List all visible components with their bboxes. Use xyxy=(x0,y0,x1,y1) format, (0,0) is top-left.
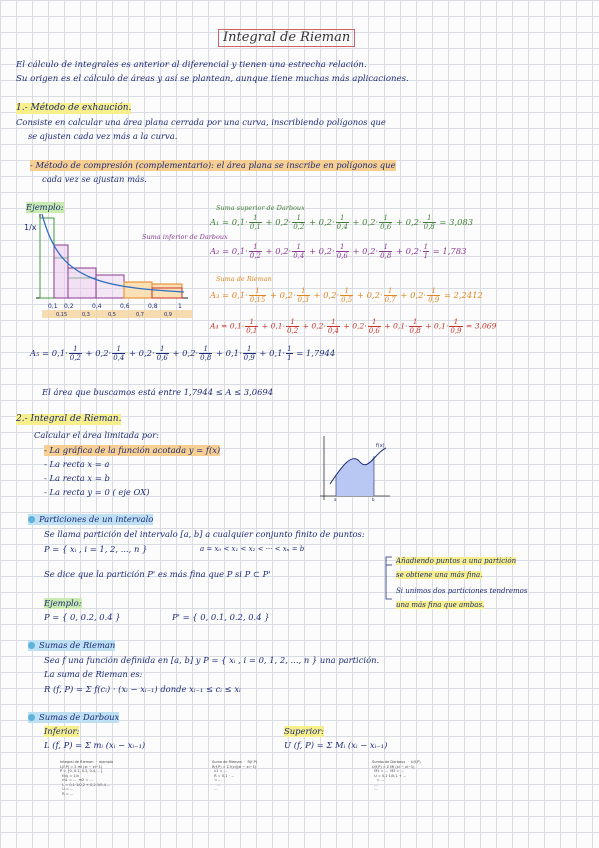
sumas-rieman-title-text: Sumas de Rieman xyxy=(39,640,116,650)
a5-equation: A₅ = 0,1· $\frac{1}{0,2}$ + 0,2· $\frac{1}{0,4}$ + 0,2· $\frac{1}{0,6}$ + 0,2· $\frac{1}{0,8}$ + 0,1· $\frac{1}{0,9}$ + 0,1· $\frac{1}{1}$ = 1,7944 xyxy=(30,345,336,362)
superior-label: Superior: xyxy=(284,726,324,736)
particion-def-2: P = { xᵢ , i = 1, 2, ..., n } xyxy=(44,544,148,554)
page-title-text: Integral de Rieman xyxy=(223,30,351,45)
x-tick: 0,6 xyxy=(120,303,130,310)
mid-tick: 0,3 xyxy=(82,312,90,318)
intro-line-1: El cálculo de integrales es anterior al diferencial y tienen una estrecha relación. xyxy=(16,60,367,70)
bullet-icon xyxy=(28,714,35,721)
note-fina-2 xyxy=(396,570,482,581)
a4-equation: A₄ = 0,1· $\frac{1}{0,1}$ + 0,1· $\frac{1}{0,2}$ + 0,2· $\frac{1}{0,4}$ + 0,2· $\frac{1}{0,6}$ + 0,1· $\frac{1}{0,8}$ + 0,1· $\frac{1}{0,9}$ = 3,069 xyxy=(210,318,497,335)
sup-darboux-label: Suma superior de Darboux xyxy=(216,204,305,212)
sumas-rieman-formula: R (f, P) = Σ f(cᵢ) · (xᵢ − xᵢ₋₁) donde xᵢ₋₁ ≤ cᵢ ≤ xᵢ xyxy=(44,684,241,694)
bound-item-3: - La recta x = b xyxy=(44,473,110,483)
thumbnail-note-1: Integral de Rieman · ejemplo L(f,P) = Σ mi (xi − xi−1) P = {0, 0.1, 0.2, 0.4, ...} f(x) = 1/x m1 = ... m2 = ... L = 0,1·1/0,2 + 0,2·1/0,4 ... U = ... R = ... xyxy=(60,760,114,796)
a2-equation: A₂ = 0,1· $\frac{1}{0,2}$ + 0,2· $\frac{1}{0,4}$ + 0,2· $\frac{1}{0,6}$ + 0,2· $\frac{1}{0,8}$ + 0,2· $\frac{1}{1}$ = 1,783 xyxy=(210,243,467,260)
inf-darboux-label: Suma inferior de Darboux xyxy=(142,233,228,241)
riemann-rectangles-graph xyxy=(22,212,192,322)
bound-item-4: - La recta y = 0 ( eje OX) xyxy=(44,487,150,497)
x-tick-labels xyxy=(48,303,182,310)
sumas-darboux-title-text: Sumas de Darboux xyxy=(39,712,120,722)
bracket-icon xyxy=(380,555,394,601)
x-tick: 0,8 xyxy=(148,303,158,310)
graph-b-label: b xyxy=(372,497,375,502)
note2b-text: una más fina que ambas. xyxy=(396,601,485,609)
area-conclusion xyxy=(42,387,273,398)
a1-result: = 3,083 xyxy=(439,217,474,227)
thumbnail-note-3: Sumas de Darboux · U(f,P) U(f,P) = Σ Mi (xi − xi−1) M1 = ... M2 = ... U = 0,1·1/0,1 + ... = ... ... ... xyxy=(372,760,421,791)
note-fina-1 xyxy=(396,556,516,567)
particiones-title xyxy=(28,514,153,525)
a5-prefix: A₅ = 0,1· xyxy=(30,348,68,358)
example-partition-p: P = { 0, 0.2, 0.4 } xyxy=(44,612,121,622)
page-title xyxy=(218,29,355,47)
a3-equation: A₃ = 0,1· $\frac{1}{0,15}$ + 0,2· $\frac{1}{0,3}$ + 0,2· $\frac{1}{0,5}$ + 0,2· $\frac{1}{0,7}$ + 0,2· $\frac{1}{0,9}$ = 2,2412 xyxy=(210,287,483,304)
section1-heading: 1.- Método de exhaución. xyxy=(16,103,132,113)
a3-prefix: A₃ = 0,1· xyxy=(210,290,248,300)
method-compresion-1: - Método de compresión (complementario): el área plana se inscribe en polígonos que xyxy=(30,160,396,170)
superior-formula: U (f, P) = Σ Mᵢ (xᵢ − xᵢ₋₁) xyxy=(284,740,388,750)
sumas-rieman-def-1: Sea f una función definida en [a, b] y P = { xᵢ , i = 0, 1, 2, ..., n } una partición. xyxy=(44,655,380,665)
sumas-darboux-title xyxy=(28,712,119,723)
particion-def-1: Se llama partición del intervalo [a, b] a cualquier conjunto finito de puntos: xyxy=(44,529,365,539)
mid-tick: 0,15 xyxy=(56,312,68,318)
example-partition-p-prime: P' = { 0, 0.1, 0.2, 0.4 } xyxy=(172,612,270,622)
note-union-1 xyxy=(396,586,527,597)
a4-prefix: A₄ = 0,1· xyxy=(210,321,245,331)
inferior-label: Inferior: xyxy=(44,726,80,736)
area-conclusion-text: El área que buscamos está entre 1,7944 ≤ A ≤ 3,0694 xyxy=(42,387,274,397)
inferior-formula: L (f, P) = Σ mᵢ (xᵢ − xᵢ₋₁) xyxy=(44,740,146,750)
a5-result: = 1,7944 xyxy=(296,348,336,358)
a2-result: = 1,783 xyxy=(432,246,467,256)
section1-desc-2: se ajusten cada vez más a la curva. xyxy=(28,131,178,141)
a2-prefix: A₂ = 0,1· xyxy=(210,246,248,256)
note1b-text: se obtiene una más fina. xyxy=(396,571,483,579)
bound-item-2: - La recta x = a xyxy=(44,459,110,469)
particion-fina: Se dice que la partición P' es más fina que P si P ⊂ P' xyxy=(44,569,271,579)
section1-desc-1: Consiste en calcular una área plana cerrada por una curva, inscribiendo polígonos que xyxy=(16,117,386,127)
a3-result: = 2,2412 xyxy=(443,290,483,300)
mid-tick: 0,7 xyxy=(136,312,144,318)
y-axis-label: 1/x xyxy=(24,223,37,232)
graph-fx-label: f(x) xyxy=(376,443,385,449)
bullet-icon xyxy=(28,516,35,523)
a1-equation: A₁ = 0,1· $\frac{1}{0,1}$ + 0,2· $\frac{1}{0,2}$ + 0,2· $\frac{1}{0,4}$ + 0,2· $\frac{1}{0,6}$ + 0,2· $\frac{1}{0,8}$ = 3,083 xyxy=(210,214,474,231)
mid-tick: 0,5 xyxy=(108,312,116,318)
sumas-rieman-def-2: La suma de Rieman es: xyxy=(44,669,143,679)
mid-tick: 0,9 xyxy=(164,312,172,318)
section2-heading: 2.- Integral de Rieman. xyxy=(16,414,122,424)
x-tick: 0,1 xyxy=(48,303,58,310)
thumbnail-note-2: Suma de Rieman · R(f,P) R(f,P) = Σ f(ci)(xi − xi−1) c1 = ... R = 0,1 · ... = ... ... ... xyxy=(212,760,258,791)
calc-area-text: Calcular el área limitada por: xyxy=(34,430,159,440)
integral-area-graph xyxy=(314,432,394,502)
sumas-rieman-title xyxy=(28,640,115,651)
x-tick: 1 xyxy=(178,303,182,310)
rieman-sum-label: Suma de Rieman xyxy=(216,275,272,283)
a4-result: = 3,069 xyxy=(465,321,497,331)
note2a-text: Si unimos dos particiones tendremos xyxy=(396,587,528,595)
note-union-2 xyxy=(396,600,484,611)
note1a-text: Añadiendo puntos a una partición xyxy=(396,557,517,565)
x-tick: 0,2 xyxy=(64,303,74,310)
x-tick: 0,4 xyxy=(92,303,102,310)
a1-prefix: A₁ = 0,1· xyxy=(210,217,248,227)
bound-item-1: - La gráfica de la función acotada y = f(x) xyxy=(44,445,221,455)
graph-a-label: a xyxy=(334,497,337,502)
bullet-icon xyxy=(28,642,35,649)
ejemplo-label: Ejemplo: xyxy=(44,598,82,608)
particion-def-3: a = x₀ < x₁ < x₂ < ··· < xₙ = b xyxy=(200,545,305,553)
example-label: Ejemplo: xyxy=(26,202,64,212)
method-compresion-2: cada vez se ajustan más. xyxy=(42,174,147,184)
particiones-title-text: Particiones de un intervalo xyxy=(39,514,154,524)
intro-line-2: Su origen es el cálculo de áreas y así se plantean, aunque tiene muchas más aplicaciones. xyxy=(16,74,409,84)
